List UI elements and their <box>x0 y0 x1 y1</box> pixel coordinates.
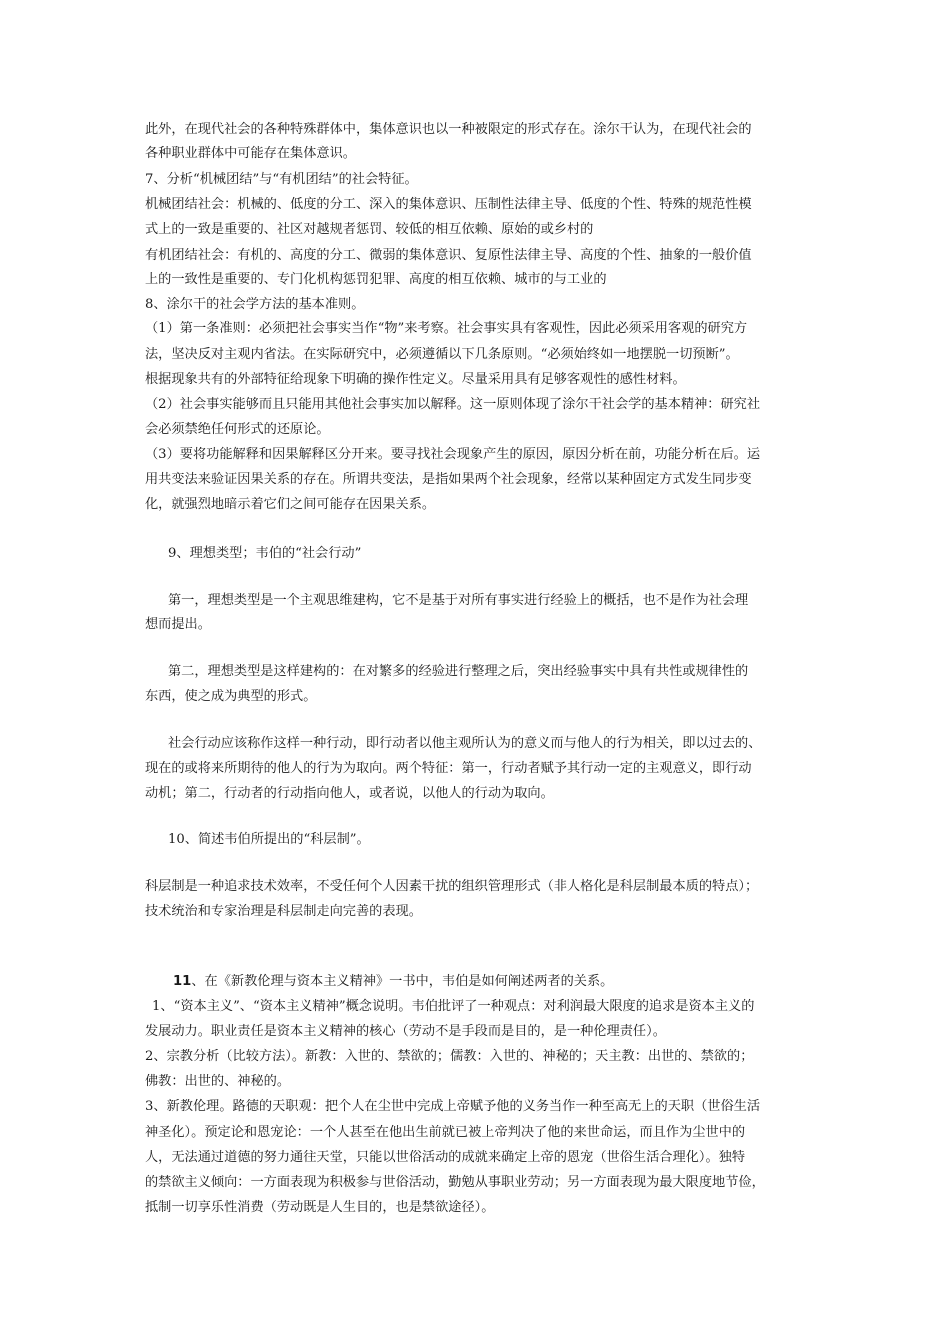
section-heading-8: 8、涂尔干的社会学方法的基本准则。 <box>145 297 365 312</box>
text-line: 各种职业群体中可能存在集体意识。 <box>145 146 356 161</box>
text-line: 技术统治和专家治理是科层制走向完善的表现。 <box>145 904 422 919</box>
text-line: 抵制一切享乐性消费（劳动既是人生目的，也是禁欲途径）。 <box>145 1200 495 1215</box>
text-line: 用共变法来验证因果关系的存在。所谓共变法，是指如果两个社会现象，经常以某种固定方式发生同步变 <box>145 472 752 487</box>
text-line: 2、宗教分析（比较方法）。新教：入世的、禁欲的；儒教：入世的、神秘的；天主教：出世的、禁欲的； <box>145 1049 754 1064</box>
section-heading-11 <box>173 973 813 991</box>
text-line: 现在的或将来所期待的他人的行为为取向。两个特征：第一，行动者赋予其行动一定的主观意义，即行动 <box>145 761 752 776</box>
text-line: 想而提出。 <box>145 617 211 632</box>
text-line: 1、“资本主义”、“资本主义精神”概念说明。韦伯批评了一种观点：对利润最大限度的追求是资本主义的 <box>152 999 755 1014</box>
text-line: 3、新教伦理。路德的天职观：把个人在尘世中完成上帝赋予他的义务当作一种至高无上的天职（世俗生活 <box>145 1099 761 1114</box>
text-line: 化，就强烈地暗示着它们之间可能存在因果关系。 <box>145 497 436 512</box>
text-line: 人，无法通过道德的努力通往天堂，只能以世俗活动的成就来确定上帝的恩宠（世俗生活合理化）。独特 <box>145 1150 746 1165</box>
text-line: 动机；第二，行动者的行动指向他人，或者说，以他人的行动为取向。 <box>145 786 554 801</box>
text-line: 第一，理想类型是一个主观思维建构，它不是基于对所有事实进行经验上的概括，也不是作为社会理 <box>168 593 749 608</box>
text-line: （3）要将功能解释和因果解释区分开来。要寻找社会现象产生的原因，原因分析在前，功能分析在后。运 <box>145 447 761 462</box>
text-line: 法，坚决反对主观内省法。在实际研究中，必须遵循以下几条原则。“必须始终如一地摆脱一切预断”。 <box>145 347 739 362</box>
section-number: 11 <box>173 974 192 989</box>
section-heading-10: 10、简述韦伯所提出的“科层制”。 <box>168 832 370 847</box>
text-line: 佛教：出世的、神秘的。 <box>145 1074 291 1089</box>
text-line: 上的一致性是重要的、专门化机构惩罚犯罪、高度的相互依赖、城市的与工业的 <box>145 272 607 287</box>
text-line: 发展动力。职业责任是资本主义精神的核心（劳动不是手段而是目的，是一种伦理责任）。 <box>145 1024 666 1039</box>
text-line: （2）社会事实能够而且只能用其他社会事实加以解释。这一原则体现了涂尔干社会学的基本精神：研究社 <box>145 397 761 412</box>
text-line: （1）第一条准则：必须把社会事实当作“物”来考察。社会事实具有客观性，因此必须采用客观的研究方 <box>145 321 748 336</box>
text-line: 此外，在现代社会的各种特殊群体中，集体意识也以一种被限定的形式存在。涂尔干认为，在现代社会的 <box>145 122 752 137</box>
section-heading-9: 9、理想类型；韦伯的“社会行动” <box>168 546 362 561</box>
text-line: 神圣化）。预定论和恩宠论：一个人甚至在他出生前就已被上帝判决了他的来世命运，而且作为尘世中的 <box>145 1125 746 1140</box>
text-line: 式上的一致是重要的、社区对越规者惩罚、较低的相互依赖、原始的或乡村的 <box>145 222 594 237</box>
text-line: 机械团结社会：机械的、低度的分工、深入的集体意识、压制性法律主导、低度的个性、特殊的规范性模 <box>145 197 752 212</box>
text-line: 会必须禁绝任何形式的还原论。 <box>145 422 330 437</box>
text-line: 第二，理想类型是这样建构的：在对繁多的经验进行整理之后，突出经验事实中具有共性或规律性的 <box>168 664 749 679</box>
section-heading-7: 7、分析“机械团结”与“有机团结”的社会特征。 <box>145 172 418 187</box>
text-line: 有机团结社会：有机的、高度的分工、微弱的集体意识、复原性法律主导、高度的个性、抽象的一般价值 <box>145 248 752 263</box>
section-title: 、在《新教伦理与资本主义精神》一书中，韦伯是如何阐述两者的关系。 <box>191 974 614 989</box>
text-line: 社会行动应该称作这样一种行动，即行动者以他主观所认为的意义而与他人的行为相关，即以过去的、 <box>168 736 762 751</box>
text-line: 根据现象共有的外部特征给现象下明确的操作性定义。尽量采用具有足够客观性的感性材料。 <box>145 372 686 387</box>
text-line: 东西，使之成为典型的形式。 <box>145 689 317 704</box>
text-line: 科层制是一种追求技术效率，不受任何个人因素干扰的组织管理形式（非人格化是科层制最本质的特点）； <box>145 879 759 894</box>
text-line: 的禁欲主义倾向：一方面表现为积极参与世俗活动，勤勉从事职业劳动；另一方面表现为最大限度地节俭， <box>145 1175 765 1190</box>
